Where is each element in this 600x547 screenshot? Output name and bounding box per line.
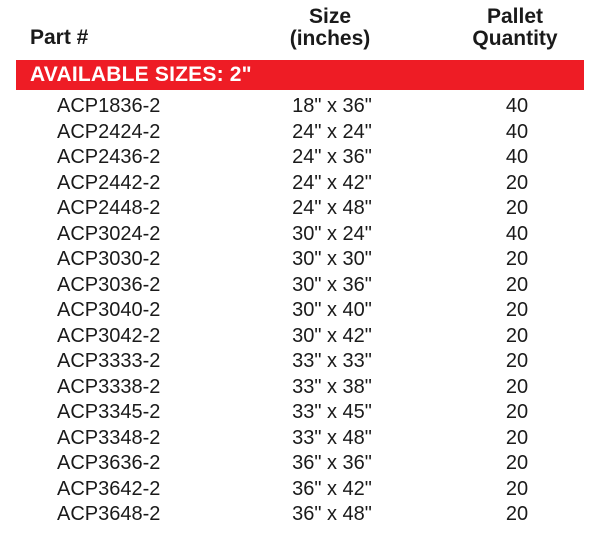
size-cell: 30" x 36" [292,273,372,296]
size-cell: 24" x 36" [292,146,372,168]
pallet-quantity-cell: 40 [505,222,529,245]
pallet-quantity-cell: 20 [505,426,529,449]
available-sizes-band [16,60,584,90]
part-number-cell: ACP2436-2 [57,146,161,168]
size-cell: 36" x 42" [292,477,372,500]
part-number-cell: ACP3030-2 [57,248,161,270]
table-row [0,400,600,426]
pallet-quantity-cell: 20 [505,350,529,372]
size-cell: 24" x 42" [292,171,372,194]
pallet-quantity-cell: 20 [505,197,529,219]
table-row [0,120,600,146]
part-number-cell: ACP2442-2 [57,171,161,194]
part-number-cell: ACP3345-2 [57,401,161,423]
table-row [0,349,600,375]
size-cell: 33" x 33" [292,350,372,372]
pallet-quantity-cell: 20 [505,273,529,296]
pallet-quantity-cell: 20 [505,324,529,347]
pallet-quantity-header: Pallet Quantity [472,5,558,50]
table-row [0,298,600,324]
part-number-header: Part # [30,26,89,49]
size-cell: 30" x 40" [292,299,372,321]
part-number-cell: ACP3333-2 [57,350,161,372]
size-cell: 33" x 48" [292,426,372,449]
pallet-quantity-cell: 20 [505,248,529,270]
size-cell: 36" x 36" [292,452,372,474]
pallet-quantity-cell: 40 [505,146,529,168]
table-header [0,0,600,58]
table-row [0,94,600,120]
part-number-cell: ACP2448-2 [57,197,161,219]
part-number-cell: ACP3636-2 [57,452,161,474]
part-number-cell: ACP3040-2 [57,299,161,321]
part-number-cell: ACP3036-2 [57,273,161,296]
pallet-quantity-cell: 20 [505,171,529,194]
table-row [0,171,600,197]
pallet-quantity-cell: 20 [505,503,529,525]
size-cell: 33" x 38" [292,375,372,398]
sizes-table-body [0,94,600,528]
table-row [0,222,600,248]
table-row [0,477,600,503]
table-row [0,273,600,299]
table-row [0,426,600,452]
size-cell: 18" x 36" [292,95,372,117]
part-number-cell: ACP2424-2 [57,120,161,143]
pallet-quantity-cell: 20 [505,477,529,500]
pallet-quantity-cell: 40 [505,95,529,117]
part-number-cell: ACP3648-2 [57,503,161,525]
size-cell: 30" x 24" [292,222,372,245]
part-number-cell: ACP1836-2 [57,95,161,117]
part-number-cell: ACP3338-2 [57,375,161,398]
table-row [0,451,600,477]
available-sizes-label: AVAILABLE SIZES: 2" [30,63,252,86]
pallet-quantity-cell: 20 [505,401,529,423]
table-row [0,196,600,222]
pallet-quantity-cell: 20 [505,299,529,321]
pallet-quantity-cell: 20 [505,375,529,398]
part-number-cell: ACP3042-2 [57,324,161,347]
size-cell: 30" x 30" [292,248,372,270]
part-number-cell: ACP3348-2 [57,426,161,449]
size-cell: 24" x 24" [292,120,372,143]
pallet-quantity-cell: 40 [505,120,529,143]
size-cell: 33" x 45" [292,401,372,423]
size-cell: 36" x 48" [292,503,372,525]
part-number-cell: ACP3024-2 [57,222,161,245]
table-row [0,375,600,401]
size-cell: 24" x 48" [292,197,372,219]
size-header: Size (inches) [289,5,371,50]
table-row [0,502,600,528]
table-row [0,324,600,350]
part-number-cell: ACP3642-2 [57,477,161,500]
pallet-quantity-cell: 20 [505,452,529,474]
table-row [0,247,600,273]
size-cell: 30" x 42" [292,324,372,347]
table-row [0,145,600,171]
